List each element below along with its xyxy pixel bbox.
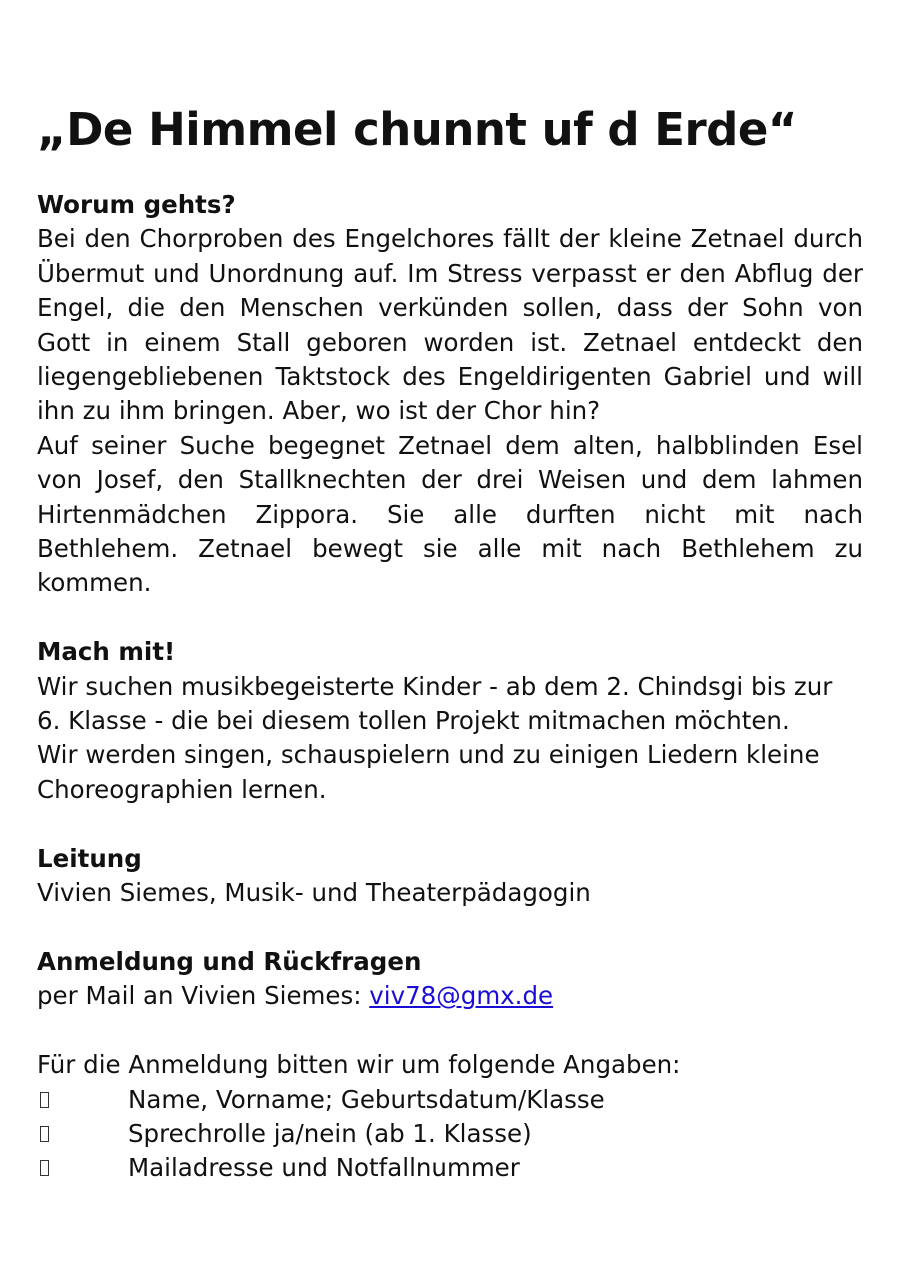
- list-item-text: Sprechrolle ja/nein (ab 1. Klasse): [128, 1118, 532, 1148]
- section-registration: [37, 1048, 863, 1186]
- about-paragraph-2: Auf seiner Suche begegnet Zetnael dem alten, halbblinden Esel von Josef, den Stallknechten der drei Weisen und dem lahmen Hirtenmädchen Zippora. Sie alle durften nicht mit nach Bethlehem. Zetnael bewegt sie alle mit nach Bethlehem zu kommen.: [37, 430, 863, 598]
- section-heading-join: Mach mit!: [37, 637, 176, 667]
- list-item-text: Name, Vorname; Geburtsdatum/Klasse: [128, 1084, 605, 1114]
- registration-intro: Für die Anmeldung bitten wir um folgende Angaben:: [37, 1050, 681, 1080]
- registration-list: [37, 1083, 863, 1186]
- join-paragraph-1: Wir suchen musikbegeisterte Kinder - ab dem 2. Chindsgi bis zur 6. Klasse - die bei diesem tollen Projekt mitmachen möchten.: [37, 671, 833, 736]
- spacer: [37, 601, 863, 635]
- section-contact: [37, 945, 863, 1014]
- spacer: [37, 911, 863, 945]
- section-about: [37, 188, 863, 601]
- contact-text: per Mail an Vivien Siemes:: [37, 981, 370, 1011]
- section-heading-about: Worum gehts?: [37, 190, 236, 219]
- bullet-box-icon: [37, 1117, 128, 1151]
- section-leader: [37, 842, 863, 911]
- spacer: [37, 807, 863, 841]
- spacer: [37, 1014, 863, 1048]
- bullet-box-icon: [37, 1151, 128, 1185]
- about-paragraph-1: Bei den Chorproben des Engelchores fällt der kleine Zetnael durch Übermut und Unordnung auf. Im Stress verpasst er den Abflug der Engel, die den Menschen verkünden sollen, dass der Sohn von Gott in einem Stall geboren worden ist. Zetnael entdeckt den liegengebliebenen Taktstock des Engeldirigenten Gabriel und will ihn zu ihm bringen. Aber, wo ist der Chor hin?: [37, 224, 863, 426]
- list-item: [37, 1151, 863, 1185]
- page-title: „De Himmel chunnt uf d Erde“: [37, 103, 797, 156]
- section-join: [37, 635, 863, 807]
- section-heading-leader: Leitung: [37, 843, 142, 873]
- list-item: [37, 1083, 863, 1117]
- contact-line: [37, 979, 863, 1013]
- flyer-page: [37, 92, 863, 1186]
- list-item: [37, 1117, 863, 1151]
- list-item-text: Mailadresse und Notfallnummer: [128, 1153, 520, 1183]
- section-heading-contact: Anmeldung und Rückfragen: [37, 946, 422, 976]
- email-link[interactable]: viv78@gmx.de: [369, 981, 554, 1011]
- bullet-box-icon: [37, 1083, 128, 1117]
- join-paragraph-2: Wir werden singen, schauspielern und zu einigen Liedern kleine Choreographien lernen.: [37, 740, 820, 804]
- leader-text: Vivien Siemes, Musik- und Theaterpädagogin: [37, 878, 591, 908]
